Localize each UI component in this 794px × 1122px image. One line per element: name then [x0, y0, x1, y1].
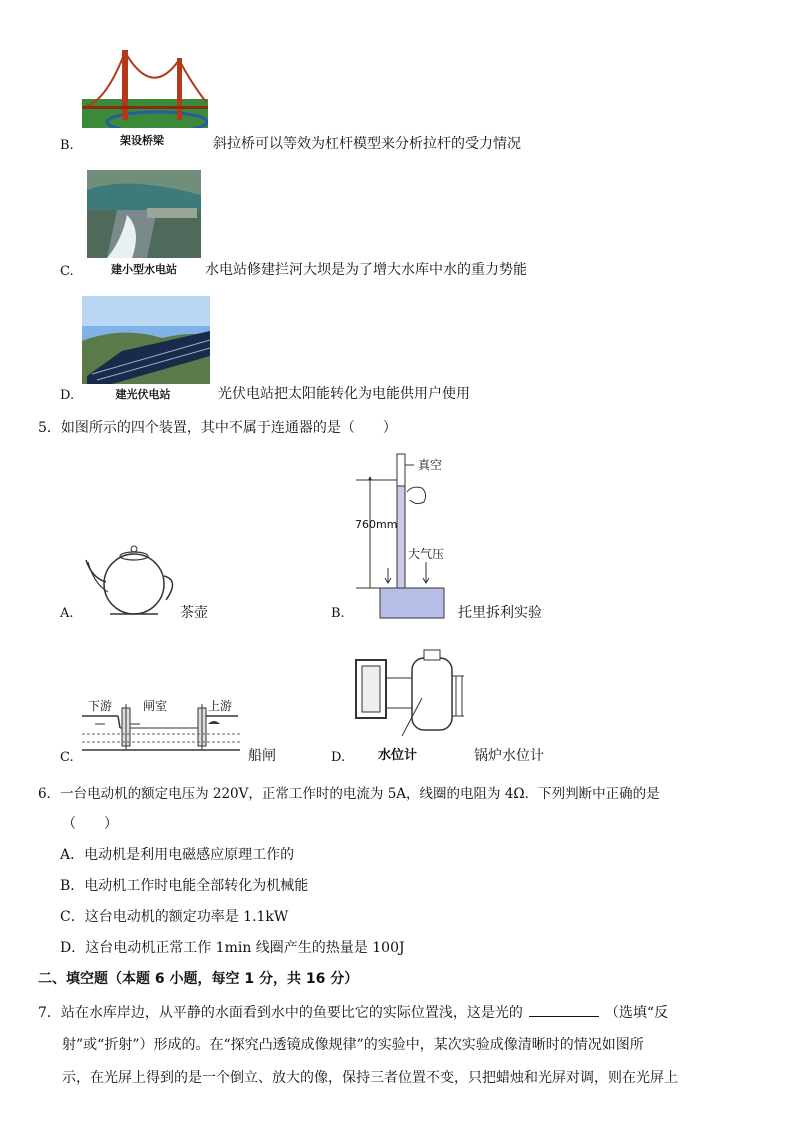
torricelli-diagram — [352, 450, 452, 622]
hydro-caption: 建小型水电站 — [111, 263, 177, 276]
q6-option-a: A．电动机是利用电磁感应原理工作的 — [60, 847, 295, 863]
q5-option-b-text: 托里拆利实验 — [458, 605, 542, 621]
q5-option-c-text: 船闸 — [248, 748, 276, 764]
q7-line1 — [38, 1002, 668, 1023]
answer-blank[interactable] — [529, 1002, 599, 1017]
option-d-letter: D. — [60, 388, 75, 403]
teapot-image — [82, 540, 182, 620]
q5-stem: 5．如图所示的四个装置，其中不属于连通器的是（ ） — [38, 420, 397, 436]
bridge-caption: 架设桥梁 — [120, 134, 164, 147]
torricelli-vacuum-label: 真空 — [418, 458, 443, 472]
q5-option-d-letter: D. — [331, 750, 346, 765]
boiler-gauge-diagram — [352, 648, 470, 744]
q6-stem-line1: 6．一台电动机的额定电压为 220V，正常工作时的电流为 5A，线圈的电阻为 4Ω．下列判断中正确的是 — [38, 786, 660, 802]
q5-option-d-text: 锅炉水位计 — [474, 748, 544, 764]
q7-line1-part-a: 7．站在水库岸边，从平静的水面看到水中的鱼要比它的实际位置浅，这是光的 — [38, 1005, 523, 1021]
q6-stem-line2: （ ） — [62, 816, 118, 832]
option-b-letter: B. — [60, 138, 74, 153]
q5-option-b-letter: B. — [331, 606, 345, 621]
q5-option-a-text: 茶壶 — [180, 605, 208, 621]
q6-option-c: C．这台电动机的额定功率是 1.1kW — [60, 909, 289, 925]
option-b-text: 斜拉桥可以等效为杠杆模型来分析拉杆的受力情况 — [213, 136, 521, 152]
torricelli-pressure-label: 大气压 — [408, 547, 445, 561]
hydro-station-image — [87, 170, 201, 258]
option-c-letter: C. — [60, 264, 74, 279]
section-heading: 二、填空题（本题 6 小题，每空 1 分，共 16 分） — [38, 971, 359, 987]
q7-line1-part-b: （选填“反 — [604, 1005, 669, 1021]
lock-upstream-label: 上游 — [208, 699, 233, 713]
q7-line2: 射”或“折射”）形成的。在“探究凸透镜成像规律”的实验中，某次实验成像清晰时的情况如图所 — [62, 1037, 644, 1053]
q6-option-b: B．电动机工作时电能全部转化为机械能 — [60, 878, 309, 894]
q5-option-a-letter: A. — [60, 606, 74, 621]
q7-line3: 示，在光屏上得到的是一个倒立、放大的像，保持三者位置不变，只把蜡烛和光屏对调，则在光屏上 — [62, 1070, 678, 1086]
q6-option-d: D．这台电动机正常工作 1min 线圈产生的热量是 100J — [60, 940, 405, 956]
solar-station-image — [82, 296, 210, 384]
lock-chamber-label: 闸室 — [143, 699, 168, 713]
boiler-gauge-label: 水位计 — [378, 748, 418, 763]
q5-option-c-letter: C. — [60, 750, 74, 765]
solar-caption: 建光伏电站 — [115, 388, 171, 401]
option-d-text: 光伏电站把太阳能转化为电能供用户使用 — [218, 386, 470, 402]
torricelli-height-label: 760mm — [355, 518, 398, 531]
option-c-text: 水电站修建拦河大坝是为了增大水库中水的重力势能 — [205, 262, 527, 278]
lock-downstream-label: 下游 — [88, 699, 113, 713]
